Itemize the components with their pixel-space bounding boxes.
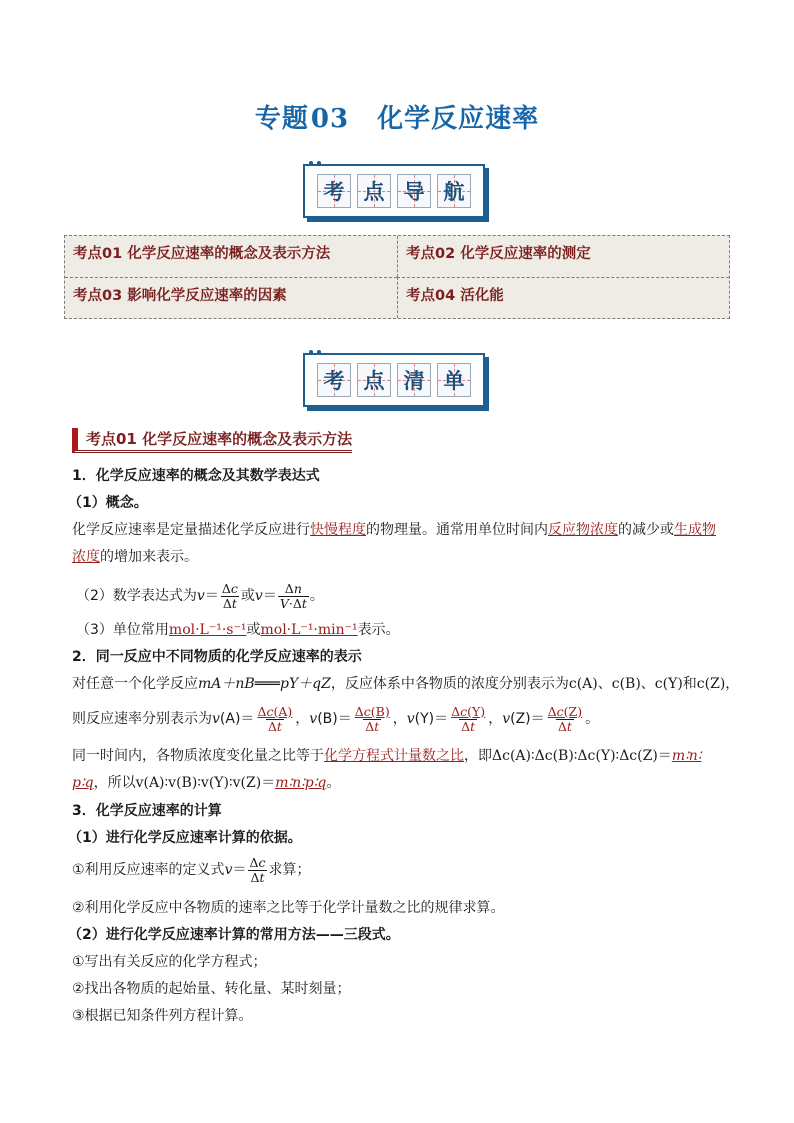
nav-item-topic-03[interactable]: 考点03 影响化学反应速率的因素 — [65, 277, 397, 318]
step-1: ①写出有关反应的化学方程式； — [72, 954, 267, 970]
nav-item-topic-04[interactable]: 考点04 活化能 — [397, 277, 729, 318]
ratio-line: 同一时间内，各物质浓度变化量之比等于化学方程式计量数之比，即Δc(A)∶Δc(B)∶Δc(Y)∶Δc(Z)＝m∶n∶ — [72, 748, 702, 764]
step-3: ③根据已知条件列方程计算。 — [72, 1008, 253, 1024]
banner-char: 点 — [357, 363, 391, 397]
ratio-rule-line: ②利用化学反应中各物质的速率之比等于化学计量数之比的规律求算。 — [72, 900, 505, 916]
nav-item-topic-01[interactable]: 考点01 化学反应速率的概念及表示方法 — [73, 246, 331, 262]
ratio-line-cont: p∶q，所以v(A)∶v(B)∶v(Y)∶v(Z)＝m∶n∶p∶q。 — [72, 775, 341, 791]
banner-char: 考 — [317, 174, 351, 208]
banner-char: 考 — [317, 363, 351, 397]
banner-char: 点 — [357, 174, 391, 208]
nav-item-topic-02[interactable]: 考点02 化学反应速率的测定 — [397, 236, 729, 277]
three-step-label: （2）进行化学反应速率计算的常用方法——三段式。 — [68, 927, 400, 943]
heading-1: 1．化学反应速率的概念及其数学表达式 — [72, 468, 320, 484]
heading-2: 2．同一反应中不同物质的化学反应速率的表示 — [72, 649, 362, 665]
fraction-dn-vdt: $\frac{\Delta n}{V\cdot\Delta t}$ — [279, 580, 307, 611]
banner-char: 单 — [437, 363, 471, 397]
concept-text-cont: 浓度的增加来表示。 — [72, 549, 198, 565]
step-2: ②找出各物质的起始量、转化量、某时刻量； — [72, 981, 351, 997]
nav-banner — [303, 156, 489, 216]
title-text: 化学反应速率 — [377, 104, 540, 134]
reaction-line: 对任意一个化学反应mA＋nB═══pY＋qZ，反应体系中各物质的浓度分别表示为c(A)、c(B)、c(Y)和c(Z)， — [72, 676, 740, 692]
topic-nav-table — [64, 235, 730, 319]
calc-basis-label: （1）进行化学反应速率计算的依据。 — [68, 830, 302, 846]
heading-3: 3．化学反应速率的计算 — [72, 803, 222, 819]
banner-char: 清 — [397, 363, 431, 397]
section-header: 考点01 化学反应速率的概念及表示方法 — [72, 428, 352, 453]
formula-line: （2）数学表达式为 v ＝ $\frac{\Delta c}{\Delta t}$ 或 v ＝ $\frac{\Delta n}{V\cdot\Delta t}$ 。 — [76, 580, 324, 611]
definition-line: ①利用反应速率的定义式 v ＝ $\frac{\Delta c}{\Delta t}$ 求算； — [72, 854, 311, 885]
unit-line: （3）单位常用mol·L⁻¹·s⁻¹或mol·L⁻¹·min⁻¹表示。 — [76, 622, 400, 638]
concept-label: （1）概念。 — [68, 495, 148, 511]
fraction-dc-dt: $\frac{\Delta c}{\Delta t}$ — [221, 580, 238, 611]
title-number: 03 — [310, 104, 350, 134]
list-banner — [303, 345, 489, 405]
banner-char: 导 — [397, 174, 431, 208]
rate-expressions: 则反应速率分别表示为 v (A)＝ $\frac{\Delta c(A)}{\Delta t}$ ， v (B)＝ $\frac{\Delta c(B)}{\Delta t}$ ， v (Y)＝ $\frac{\Delta c(Y)}{\Delta t}$ ， v (Z)＝ $\frac{\Delta c(Z)}{\Delta t}$ 。 — [72, 703, 600, 734]
title-prefix: 专题 — [254, 104, 309, 134]
concept-text: 化学反应速率是定量描述化学反应进行快慢程度的物理量。通常用单位时间内反应物浓度的减少或生成物 — [72, 522, 716, 538]
banner-char: 航 — [437, 174, 471, 208]
page-title — [0, 98, 794, 135]
